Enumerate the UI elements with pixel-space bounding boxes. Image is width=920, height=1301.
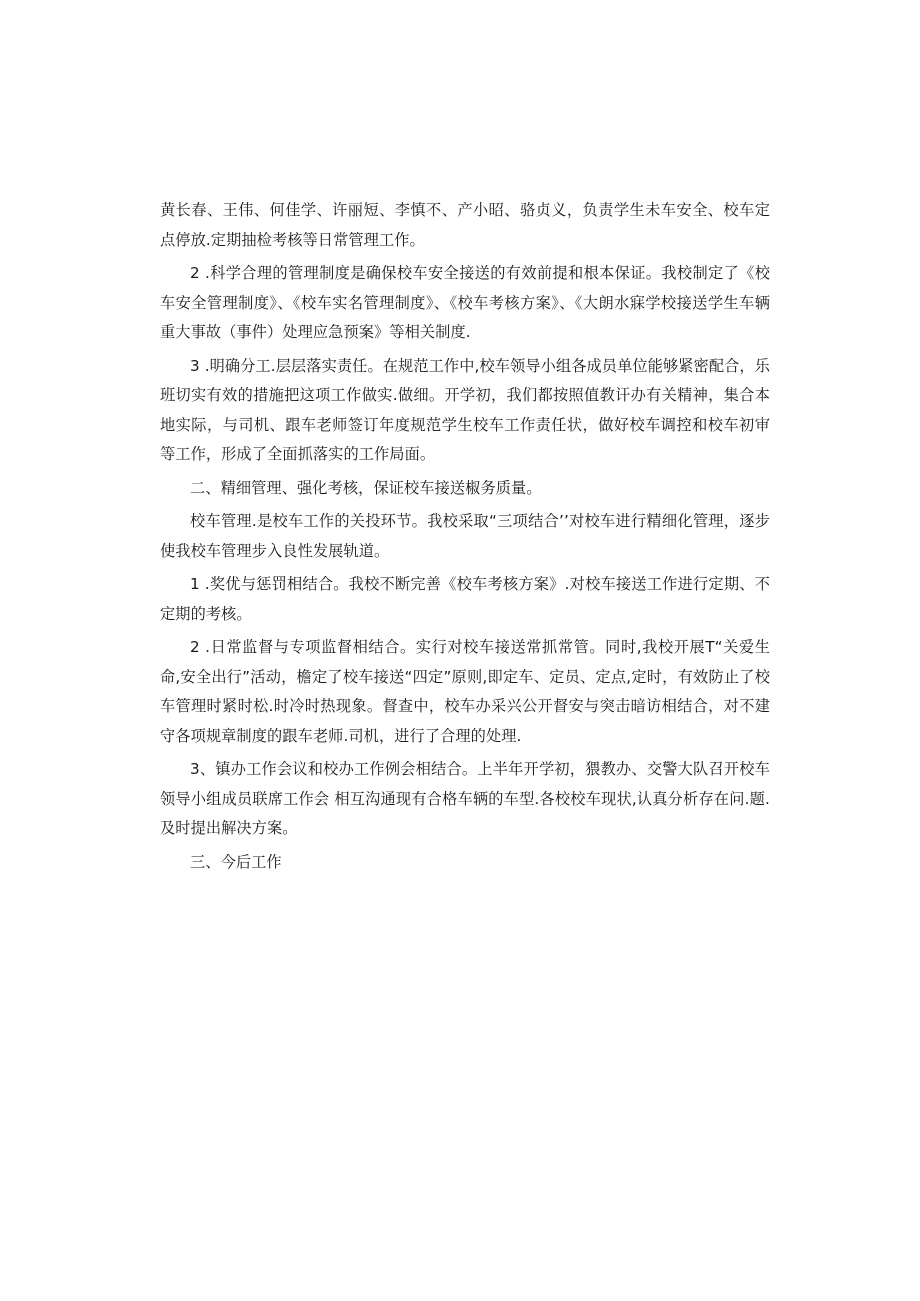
section-heading-3: 三、今后工作 xyxy=(190,852,282,871)
paragraph-bus-management: 校车管理.是校车工作的关投环节。我校采取“三项结合’’对校车进行精细化管理，逐步使我校车管理步入良性发展轨道。 xyxy=(160,512,770,560)
document-body xyxy=(160,196,770,877)
paragraph-division-of-labor: 3 .明确分工.层层落实责任。在规范工作中,校车领导小组各成员单位能够紧密配合，乐班切实有效的措施把这项工作做实.做细。开学初，我们都按照值教讦办有关精神，集合本地实际，与司机、跟车老师签订年度规范学生校车工作责任状，做好校车调控和校车初审等工作，形成了全面抓落实的工作局面。 xyxy=(160,356,770,463)
paragraph-meetings: 3、镇办工作会议和校办工作例会相结合。上半年开学初，猥教办、交警大队召开校车领导小组成员联席工作会 相互沟通现有合格车辆的车型.各校校车现状,认真分析存在问.题.及时提出解决方案。 xyxy=(160,760,770,837)
paragraph-supervision: 2 .日常监督与专项监督相结合。实行对校车接送常抓常管。同时,我校开展T“关爱生命,安全出行”活动，檐定了校车接送“四定”原则,即定车、定员、定点,定时，有效防止了校车管理时紧时松.时冷时热现象。督查中，校车办采兴公开督安与突击暗访相结合，对不建守各项规章制度的跟车老师.司机，进行了合理的处理. xyxy=(160,638,770,745)
section-heading-2: 二、精细管理、强化考核，保证校车接送椒务质量。 xyxy=(190,478,542,497)
paragraph-reward-penalty: 1 .奖优与惩罚相结合。我校不断完善《校车考核方案》.对校车接送工作进行定期、不定期的考核。 xyxy=(160,575,770,623)
paragraph-management-system: 2 .科学合理的管理制度是确保校车安全接送的有效前提和根本保证。我校制定了《校车安全管理制度》、《校车实名管理制度》、《校车考核方案》、《大朗水寐学校接送学生车辆重大事故（事件）处理应急预案》等相关制度. xyxy=(160,264,770,341)
paragraph-staff-list: 黄长春、王伟、何佳学、许丽短、李慎不、产小昭、骆贞义，负责学生未车安全、校车定点停放.定期抽检考核等日常管理工作。 xyxy=(160,201,770,249)
